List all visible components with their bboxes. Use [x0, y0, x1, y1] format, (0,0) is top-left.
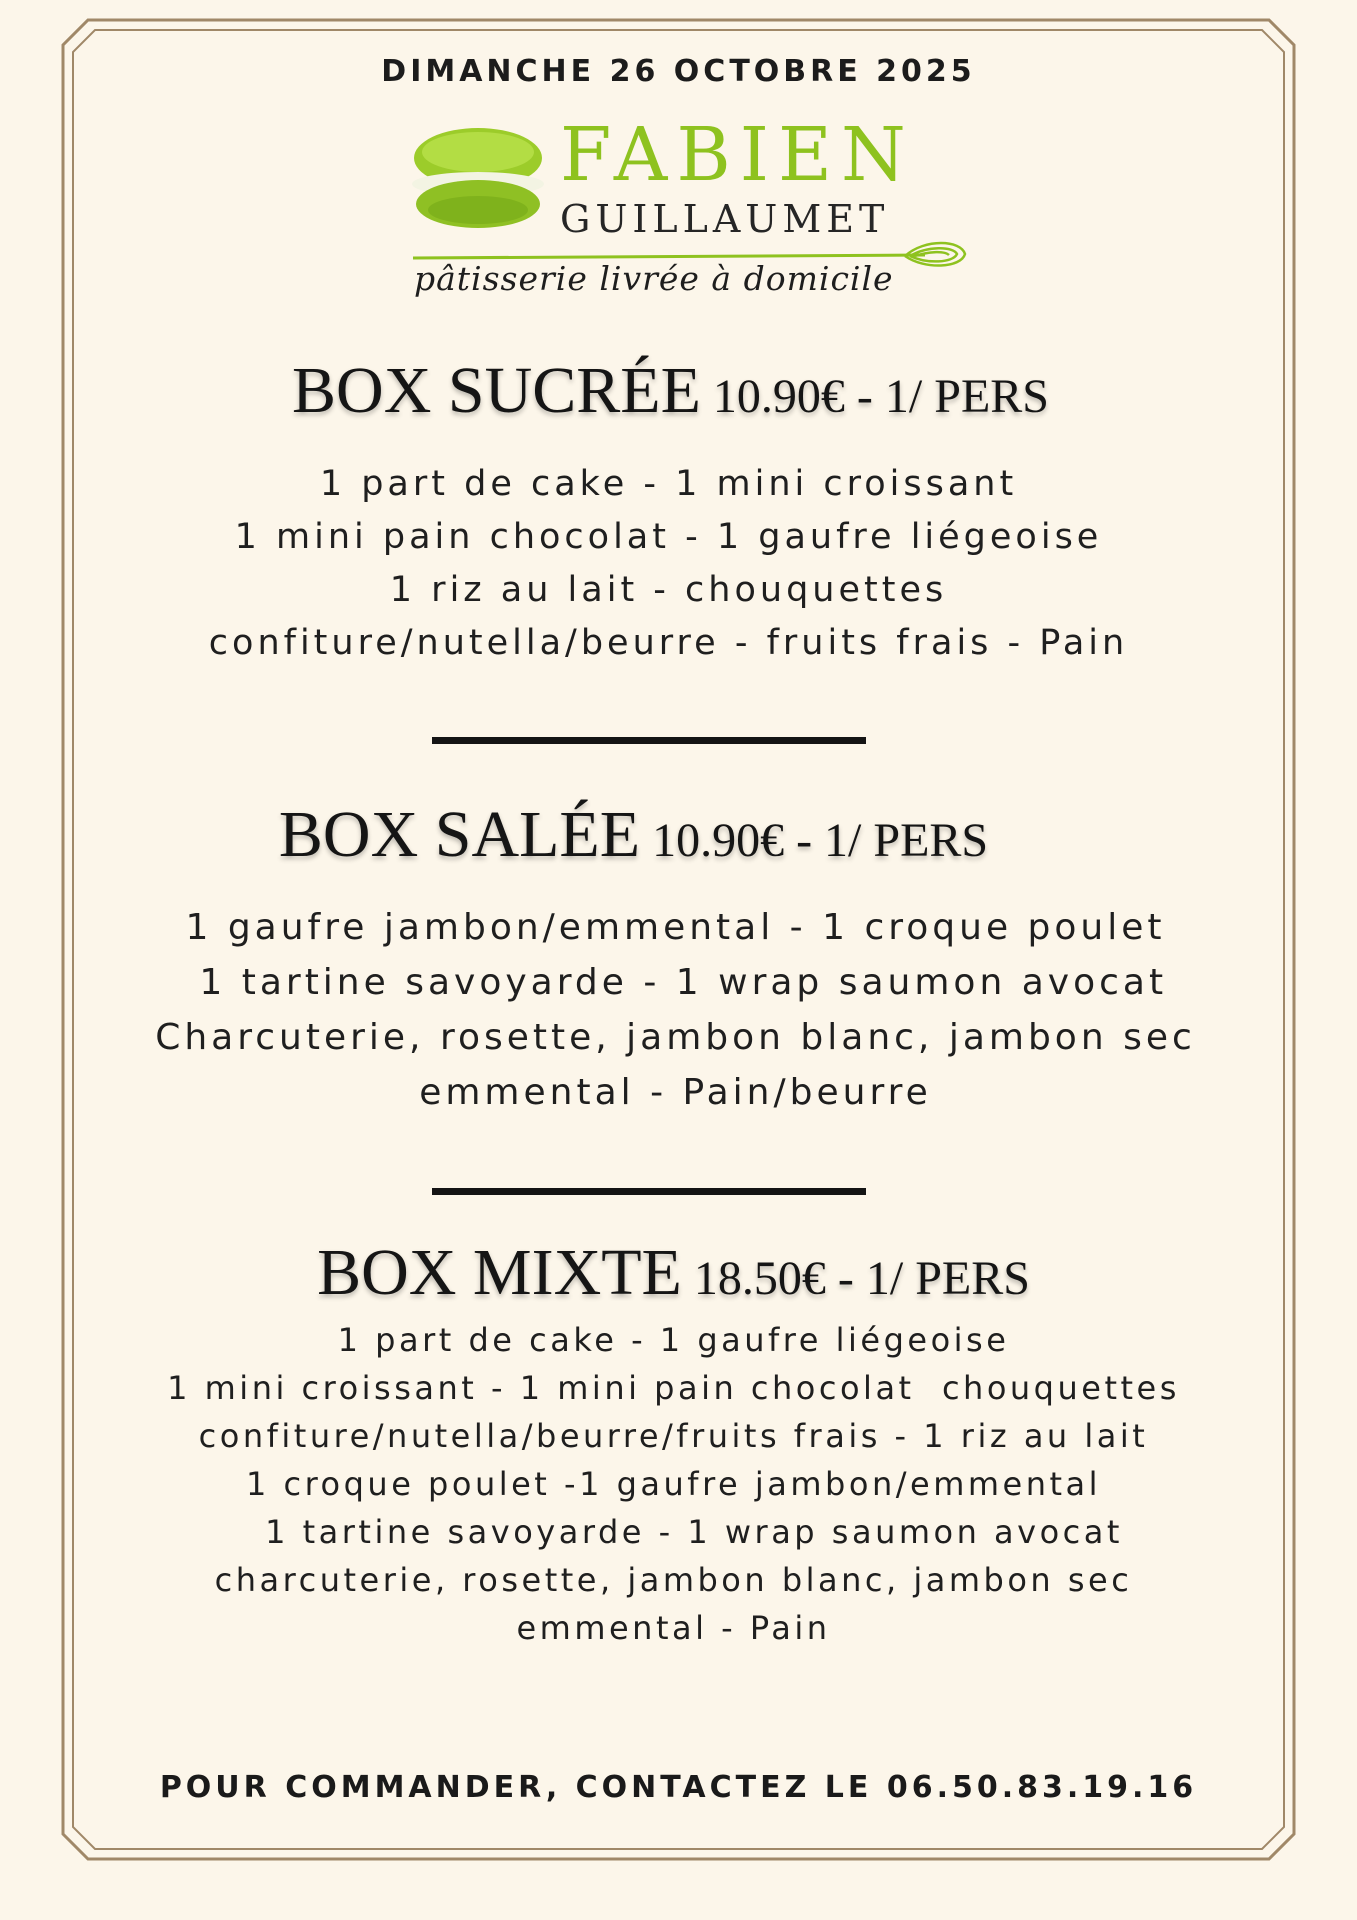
brand-tagline: pâtisserie livrée à domicile — [414, 259, 894, 298]
box-sucree-title — [0, 354, 1349, 427]
list-item: confiture/nutella/beurre - fruits frais - Pain — [208, 623, 1129, 663]
list-item: 1 part de cake - 1 gaufre liégeoise — [337, 1321, 1010, 1359]
box-sucree-items — [0, 458, 1347, 670]
list-item: emmental - Pain — [516, 1609, 831, 1647]
list-item: Charcuterie, rosette, jambon blanc, jambon sec — [155, 1017, 1196, 1058]
list-item: emmental - Pain/beurre — [419, 1072, 932, 1113]
box-salee-items — [0, 900, 1354, 1120]
box-name: BOX SALÉE — [278, 798, 641, 871]
box-salee-title — [0, 798, 1312, 871]
brand-name-last: GUILLAUMET — [560, 197, 890, 241]
list-item: charcuterie, rosette, jambon blanc, jambon sec — [214, 1561, 1133, 1599]
list-item: 1 mini pain chocolat - 1 gaufre liégeoise — [234, 517, 1103, 557]
box-name: BOX SUCRÉE — [292, 354, 701, 427]
list-item: 1 gaufre jambon/emmental - 1 croque poulet — [185, 907, 1166, 948]
list-item: 1 tartine savoyarde - 1 wrap saumon avocat — [183, 962, 1168, 1003]
list-item: 1 tartine savoyarde - 1 wrap saumon avocat — [224, 1513, 1123, 1551]
list-item: confiture/nutella/beurre/fruits frais - 1 riz au lait — [198, 1417, 1149, 1455]
box-price: 18.50€ - 1/ PERS — [693, 1252, 1030, 1305]
section-divider — [432, 737, 866, 744]
list-item: 1 part de cake - 1 mini croissant — [319, 464, 1018, 504]
list-item: 1 riz au lait - chouquettes — [389, 570, 948, 610]
box-price: 10.90€ - 1/ PERS — [712, 370, 1049, 423]
brand-name-first: FABIEN — [560, 112, 915, 198]
order-contact: POUR COMMANDER, CONTACTEZ LE 06.50.83.19.16 — [159, 1770, 1198, 1805]
list-item: 1 croque poulet -1 gaufre jambon/emmental — [245, 1465, 1102, 1503]
section-divider — [432, 1188, 866, 1195]
box-name: BOX MIXTE — [317, 1236, 682, 1309]
box-mixte-items — [0, 1316, 1352, 1652]
box-price: 10.90€ - 1/ PERS — [652, 814, 989, 867]
header-date: DIMANCHE 26 OCTOBRE 2025 — [381, 54, 976, 89]
whisk-icon — [905, 243, 965, 266]
list-item: 1 mini croissant - 1 mini pain chocolat chouquettes — [167, 1369, 1180, 1407]
box-mixte-title — [0, 1236, 1352, 1309]
macaron-icon — [412, 128, 544, 228]
